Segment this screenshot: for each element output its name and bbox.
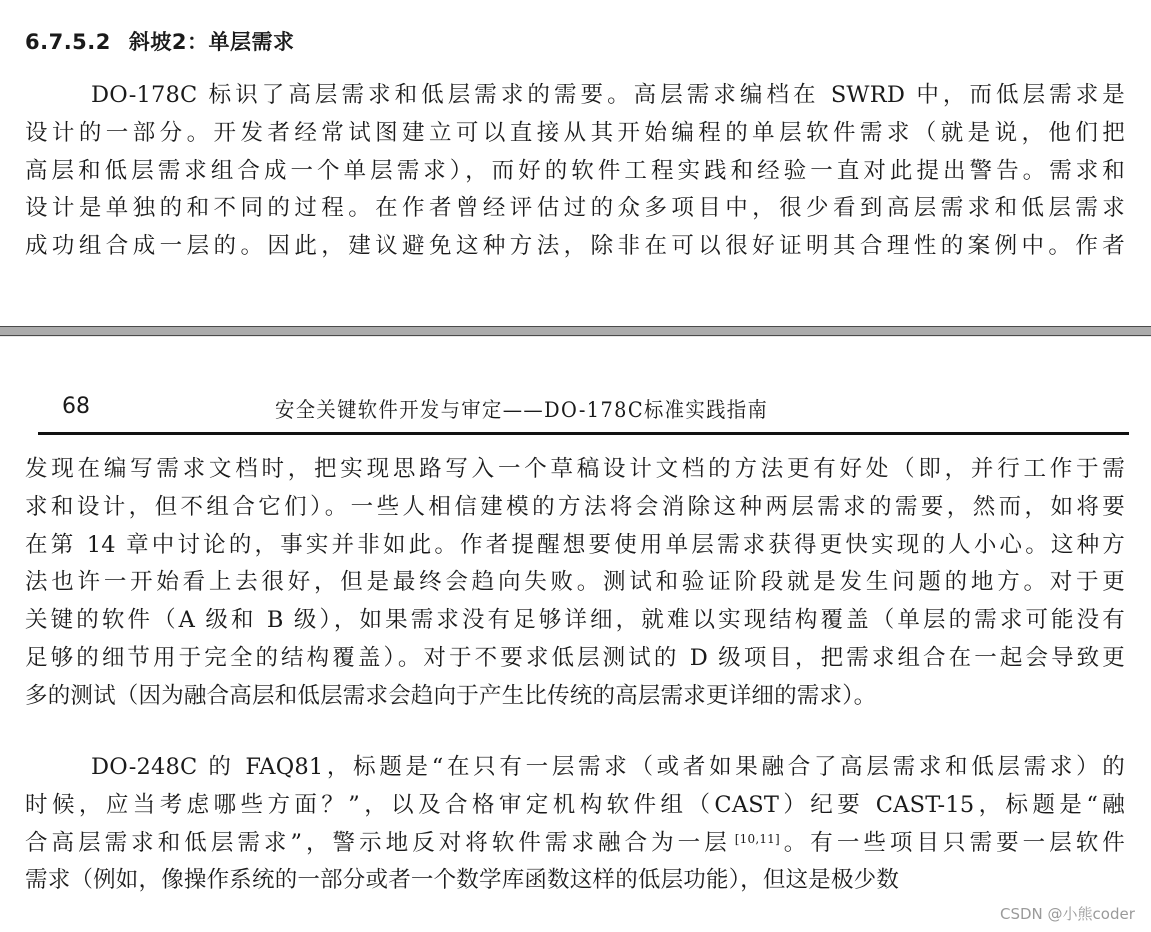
paragraph-line: 成功组合成一层的。因此，建议避免这种方法，除非在可以很好证明其合理性的案例中。作者 — [25, 233, 1125, 260]
paragraph-line: DO-248C 的 FAQ81，标题是“在只有一层需求（或者如果融合了高层需求和低层需求）的 — [91, 754, 1125, 780]
paragraph-line: 设计是单独的和不同的过程。在作者曾经评估过的众多项目中，很少看到高层需求和低层需求 — [25, 195, 1125, 222]
paragraph-2 — [25, 451, 1125, 716]
paragraph-line: 高层和低层需求组合成一个单层需求），而好的软件工程实践和经验一直对此提出警告。需求和 — [25, 157, 1125, 184]
section-number: 6.7.5.2 — [25, 30, 111, 54]
paragraph-3 — [25, 749, 1125, 900]
section-title: 斜坡2：单层需求 — [128, 30, 295, 54]
paragraph-text: 合高层需求和低层需求”，警示地反对将软件需求融合为一层 — [25, 829, 731, 856]
page-separator — [0, 326, 1151, 336]
paragraph-line: 足够的细节用于完全的结构覆盖）。对于不要求低层测试的 D 级项目，把需求组合在一起会导致更 — [25, 644, 1125, 671]
citation-reference[interactable]: [10,11] — [734, 831, 780, 846]
paragraph-line: 关键的软件（A 级和 B 级），如果需求没有足够详细，就难以实现结构覆盖（单层的需求可能没有 — [25, 607, 1125, 634]
paragraph-line: 发现在编写需求文档时，把实现思路写入一个草稿设计文档的方法更有好处（即，并行工作于需 — [25, 456, 1125, 482]
paragraph-text: 。有一些项目只需要一层软件 — [779, 829, 1125, 856]
top-page-fragment — [0, 0, 1151, 326]
paragraph-line: 需求（例如，像操作系统的一部分或者一个数学库函数这样的低层功能），但这是极少数 — [25, 867, 900, 894]
section-heading — [25, 26, 295, 56]
paragraph-line: DO-178C 标识了高层需求和低层需求的需要。高层需求编档在 SWRD 中，而低层需求是 — [91, 82, 1125, 108]
header-rule — [38, 432, 1129, 435]
paragraph-line: 设计的一部分。开发者经常试图建立可以直接从其开始编程的单层软件需求（就是说，他们把 — [25, 119, 1125, 146]
paragraph-1 — [25, 77, 1125, 266]
paragraph-line: 法也许一开始看上去很好，但是最终会趋向失败。测试和验证阶段就是发生问题的地方。对于更 — [25, 569, 1125, 596]
book-title: 安全关键软件开发与审定——DO-178C标准实践指南 — [275, 398, 769, 422]
paragraph-line: 在第 14 章中讨论的，事实并非如此。作者提醒想要使用单层需求获得更快实现的人小心。这种方 — [25, 531, 1125, 558]
paragraph-line: 求和设计，但不组合它们）。一些人相信建模的方法将会消除这种两层需求的需要，然而，如将要 — [25, 493, 1125, 520]
paragraph-line: 时候，应当考虑哪些方面？”，以及合格审定机构软件组（CAST）纪要 CAST-15，标题是“融 — [25, 791, 1125, 818]
paragraph-line-with-citation — [25, 825, 1125, 863]
paragraph-line: 多的测试（因为融合高层和低层需求会趋向于产生比传统的高层需求更详细的需求）。 — [25, 682, 877, 709]
page-number: 68 — [62, 394, 90, 419]
bottom-page-fragment — [0, 337, 1151, 932]
watermark: CSDN @小熊coder — [1000, 905, 1135, 923]
running-header — [0, 382, 1151, 422]
